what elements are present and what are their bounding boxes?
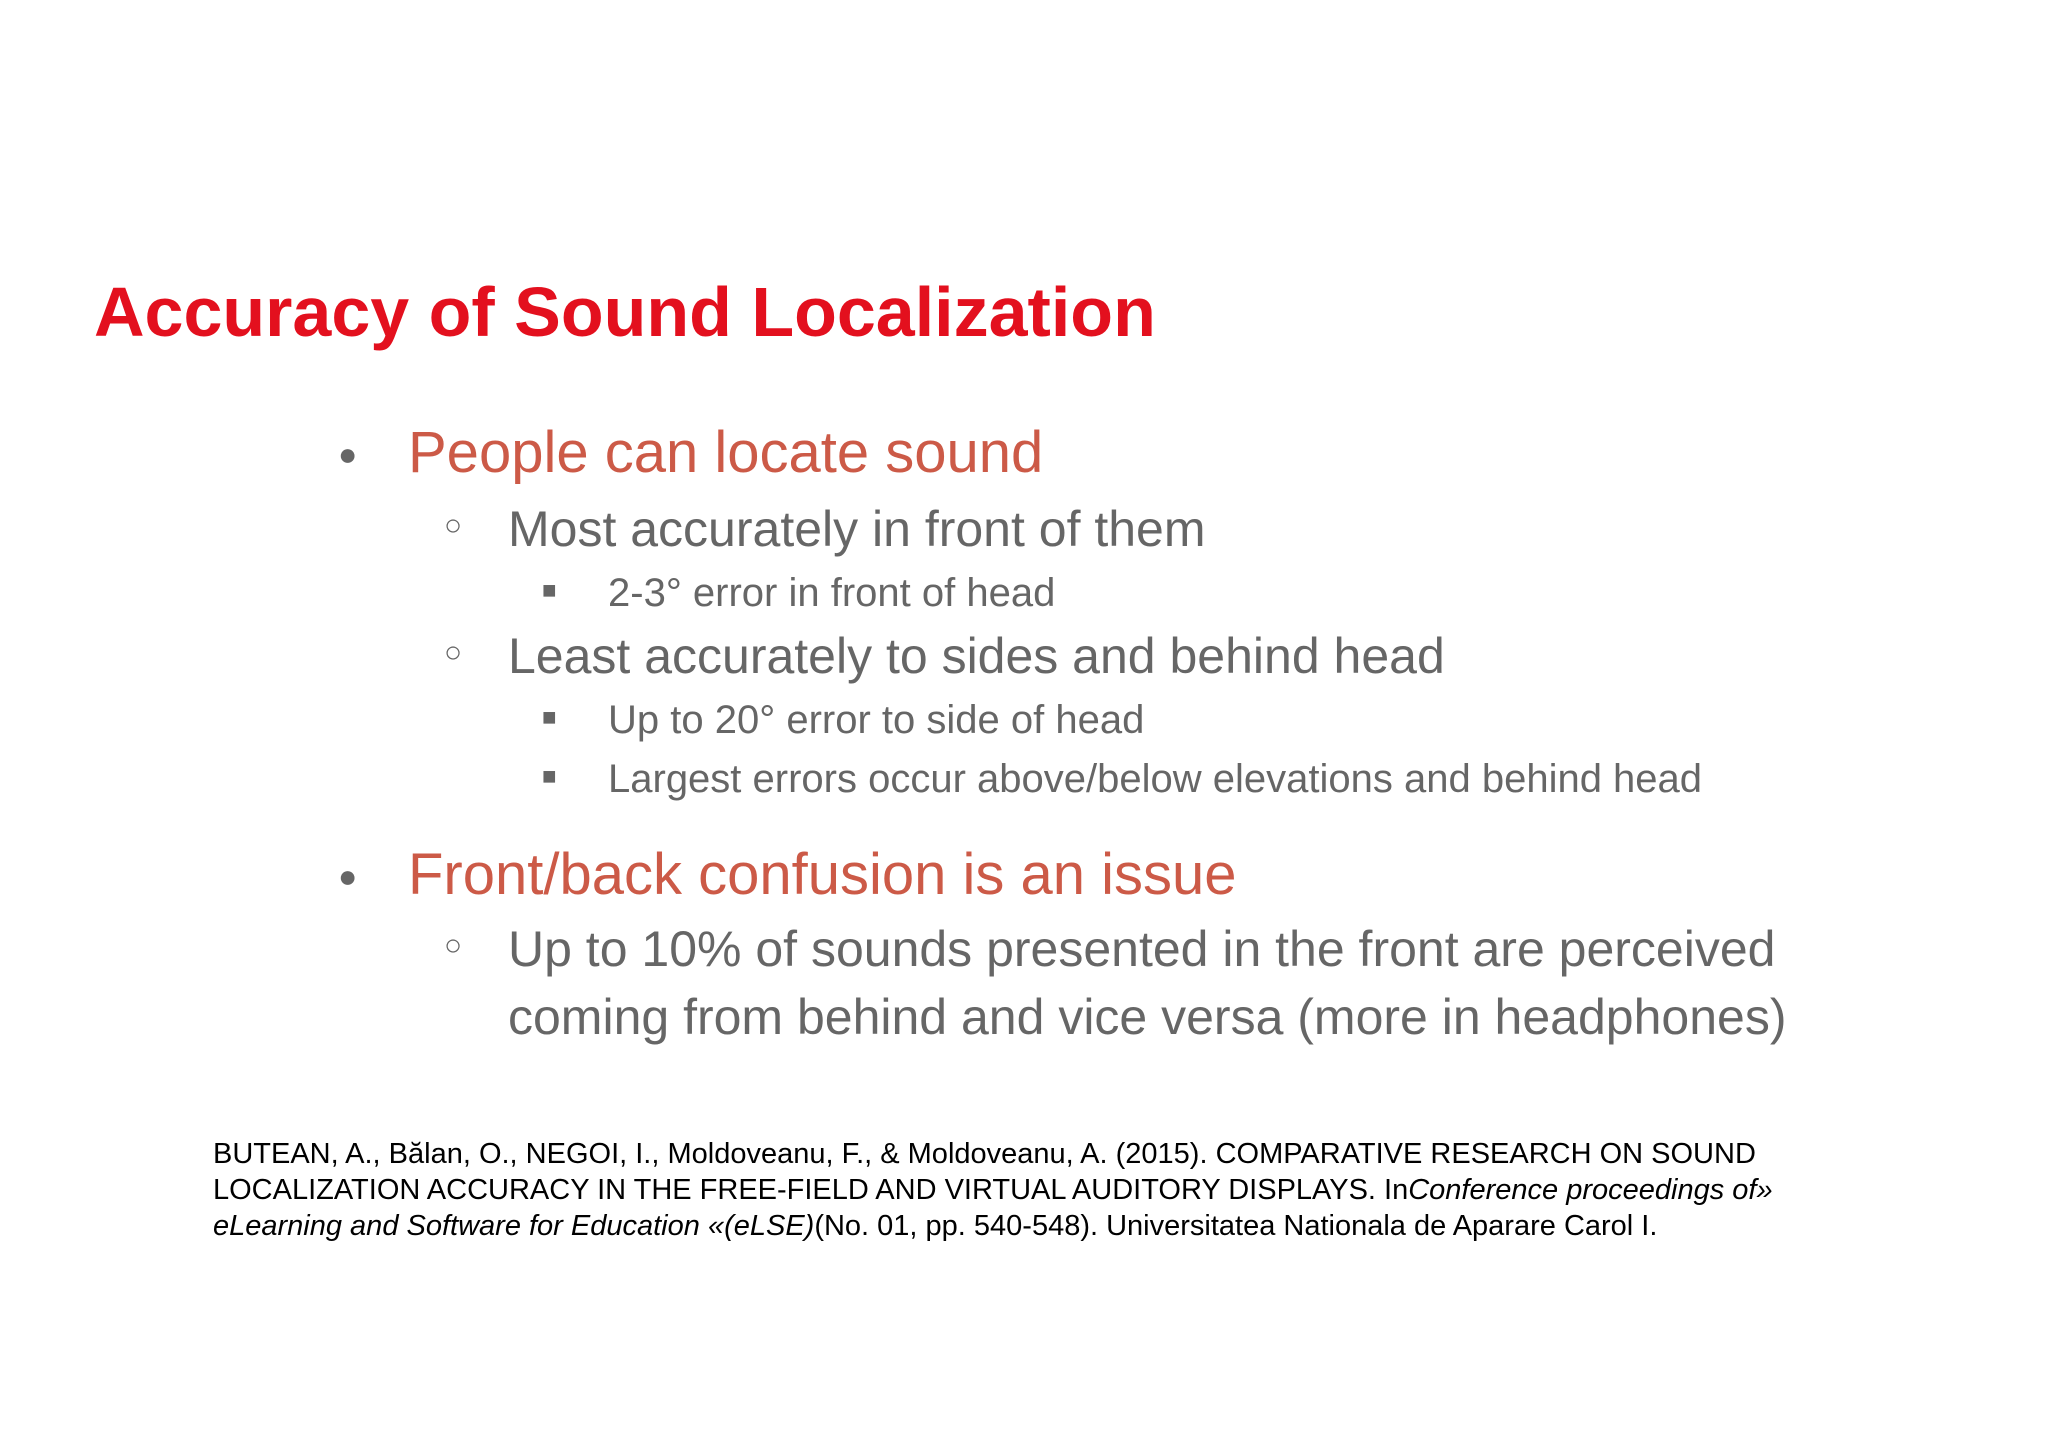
bullet-item-side-error [542,694,1145,746]
bullet-text: Largest errors occur above/below elevations and behind head [608,757,1703,801]
bullet-item-ten-percent [444,916,1787,1051]
slide-title: Accuracy of Sound Localization [94,273,1156,351]
citation-authors-title: BUTEAN, A., Bălan, O., NEGOI, I., Moldoveanu, F., & Moldoveanu, A. (2015). COMPARATIVE RESEARCH ON SOUND LOCALIZATION ACCURACY IN THE FREE-FIELD AND VIRTUAL AUDITORY DISPLAYS. In [213,1138,1756,1206]
bullet-text: Up to 20° error to side of head [608,698,1145,742]
citation-proceedings: Conference proceedings of» eLearning and Software for Education «(eLSE) [213,1174,1773,1242]
bullet-text: Most accurately in front of them [508,501,1206,557]
bullet-item-most-accurately [444,496,1206,564]
bullet-text-line-1: Up to 10% of sounds presented in the front are perceived [508,921,1776,977]
bullet-item-people-can-locate-sound [338,418,1044,488]
circle-bullet-icon: ○ [444,636,463,669]
disc-bullet-icon: ● [338,436,358,472]
citation [213,1136,1863,1244]
bullet-item-front-back-confusion [338,840,1237,910]
bullet-item-least-accurately [444,623,1445,691]
disc-bullet-icon: ● [338,858,358,894]
bullet-text: Front/back confusion is an issue [408,842,1237,907]
bullet-text: 2-3° error in front of head [608,571,1056,615]
bullet-text-line-2: coming from behind and vice versa (more in headphones) [508,988,1787,1045]
circle-bullet-icon: ○ [444,509,463,542]
square-bullet-icon: ■ [542,577,557,604]
square-bullet-icon: ■ [542,704,557,731]
bullet-item-largest-errors [542,753,1703,805]
bullet-text: People can locate sound [408,420,1044,485]
circle-bullet-icon: ○ [444,929,463,962]
citation-details: (No. 01, pp. 540-548). Universitatea Nationala de Aparare Carol I. [814,1210,1658,1242]
bullet-text: Least accurately to sides and behind head [508,628,1445,684]
square-bullet-icon: ■ [542,763,557,790]
bullet-item-front-error [542,567,1056,619]
